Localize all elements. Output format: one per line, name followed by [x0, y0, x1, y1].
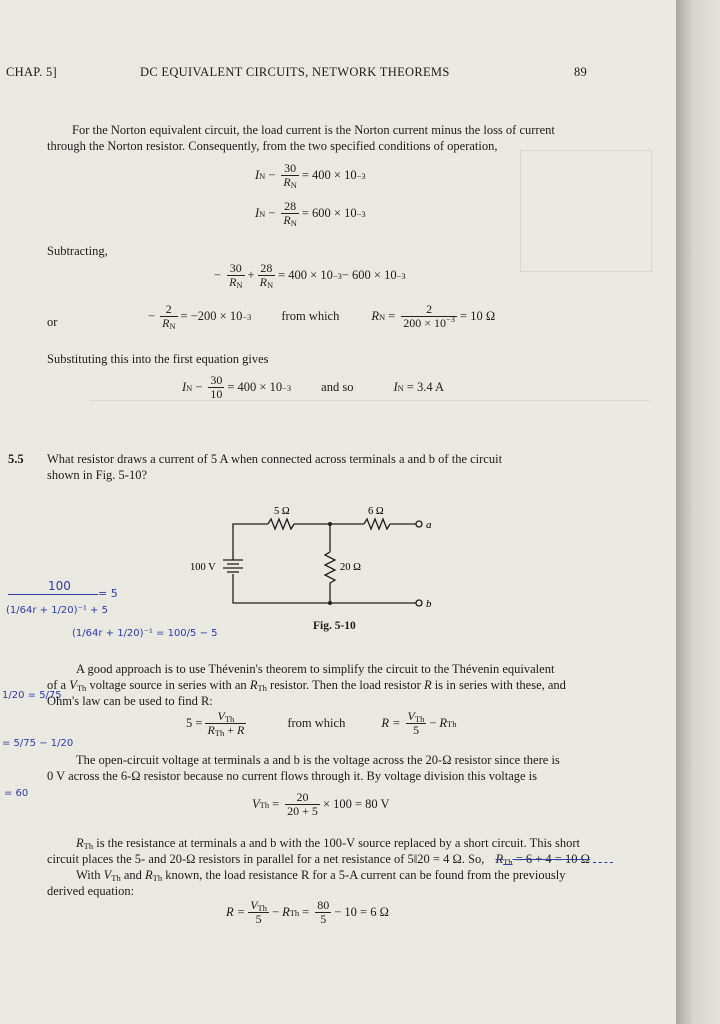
chapter-title: DC EQUIVALENT CIRCUITS, NETWORK THEOREMS: [140, 65, 450, 79]
solution-p1-line-1: A good approach is to use Thévenin's theorem to simplify the circuit to the Thévenin equivalent: [76, 662, 555, 676]
page-number: 89: [574, 65, 588, 79]
resistor-20ohm: [325, 552, 335, 583]
solution-p2-line-1: The open-circuit voltage at terminals a and b is the voltage across the 20-Ω resistor since there is: [76, 753, 560, 767]
equation-2: I N − $\frac{28}{R_N}$ = 600 × 10 −3: [255, 199, 366, 228]
equation-3: − $\frac{30}{R_N}$ + $\frac{28}{R_N}$ = 400 × 10 −3 − 600 × 10 −3: [214, 261, 406, 290]
problem-line-2: shown in Fig. 5-10?: [47, 468, 147, 482]
equation-1: I N − $\frac{30}{R_N}$ = 400 × 10 −3: [255, 161, 366, 190]
intro-line-2: through the Norton resistor. Consequently, from the two specified conditions of operation,: [47, 139, 498, 153]
solution-p1-line-3: Ohm's law can be used to find R:: [47, 694, 213, 708]
show-through: [520, 150, 652, 272]
chapter-label: CHAP. 5]: [6, 65, 58, 79]
handwritten-100: 100: [48, 579, 71, 593]
solution-p4-line-1: With $V_{Th}$ and $R_{Th}$ known, the load resistance R for a 5-A current can be found from the previously: [76, 868, 566, 883]
struck-through-text: $R_{Th} = 6 + 4 = 10$ Ω: [495, 852, 590, 867]
resistor-6ohm: [364, 519, 390, 529]
intro-line-1: For the Norton equivalent circuit, the load current is the Norton current minus the loss of current: [72, 123, 555, 137]
substituting-line: Substituting this into the first equation gives: [47, 352, 269, 366]
equation-8: R = $\frac{V_{Th}}{5}$ − R Th = $\frac{80}{5}$ − 10 = 6 Ω: [226, 898, 389, 926]
terminal-a-label: a: [426, 519, 432, 531]
handwritten-second-line: (1/64r + 1/20)⁻¹ = 100/5 − 5: [72, 628, 218, 639]
circuit-diagram: [190, 500, 450, 620]
resistor-5ohm: [268, 519, 294, 529]
r2-label: 6 Ω: [368, 506, 384, 517]
solution-p1-line-2: of a $V_{Th}$ voltage source in series with an $R_{Th}$ resistor. Then the load resistor R is in series with these, and: [47, 678, 566, 693]
subtracting-label: Subtracting,: [47, 244, 108, 258]
terminal-b-label: b: [426, 598, 432, 610]
solution-p4-line-2: derived equation:: [47, 884, 135, 898]
handwritten-margin-1: 1/20 = 5/75: [2, 690, 62, 701]
handwritten-denominator: (1/64r + 1/20)⁻¹ + 5: [6, 605, 108, 616]
junction-dot: [328, 522, 332, 526]
equation-4: − $\frac{2}{R_N}$ = −200 × 10 −3 from which R N = $\frac{2}{200 \times 10^{-3}}$ = 10 Ω: [148, 302, 496, 331]
wire-bottom: [233, 574, 416, 603]
page-edge-shadow: [676, 0, 720, 1024]
r3-label: 20 Ω: [340, 562, 361, 573]
underline-mark: [593, 862, 613, 863]
terminal-b-node: [416, 600, 422, 606]
handwritten-margin-3: = 60: [4, 788, 29, 799]
equation-7: V Th = $\frac{20}{20 + 5}$ × 100 = 80 V: [252, 790, 390, 818]
solution-p2-line-2: 0 V across the 6-Ω resistor because no current flows through it. By voltage division this voltage is: [47, 769, 537, 783]
show-through: [90, 400, 650, 451]
problem-number: 5.5: [8, 452, 24, 466]
terminal-a-node: [416, 521, 422, 527]
equation-6: 5 = $\frac{V_{Th}}{R_{Th} + R}$ from which R = $\frac{V_{Th}}{5}$ − R Th: [186, 709, 457, 738]
handwritten-margin-2: = 5/75 − 1/20: [2, 738, 74, 749]
r1-label: 5 Ω: [274, 506, 290, 517]
problem-line-1: What resistor draws a current of 5 A when connected across terminals a and b of the circuit: [47, 452, 503, 466]
equation-5: I N − $\frac{30}{10}$ = 400 × 10 −3 and so I N = 3.4 A: [182, 373, 445, 401]
wire-top-left: [233, 524, 268, 560]
junction-dot: [328, 601, 332, 605]
or-label: or: [47, 315, 58, 329]
source-label: 100 V: [190, 562, 216, 573]
solution-p3-line-1: $R_{Th}$ is the resistance at terminals a and b with the 100-V source replaced by a short circuit. This short: [76, 836, 580, 851]
figure-caption: Fig. 5-10: [313, 620, 356, 632]
solution-p3-line-2: circuit places the 5- and 20-Ω resistors in parallel for a net resistance of 5‖20 = 4 Ω. So, $R_{Th} = 6 + 4 = 10$ Ω: [47, 851, 613, 867]
handwritten-eq5: = 5: [98, 587, 118, 600]
handwritten-fraction-line: [8, 594, 98, 595]
